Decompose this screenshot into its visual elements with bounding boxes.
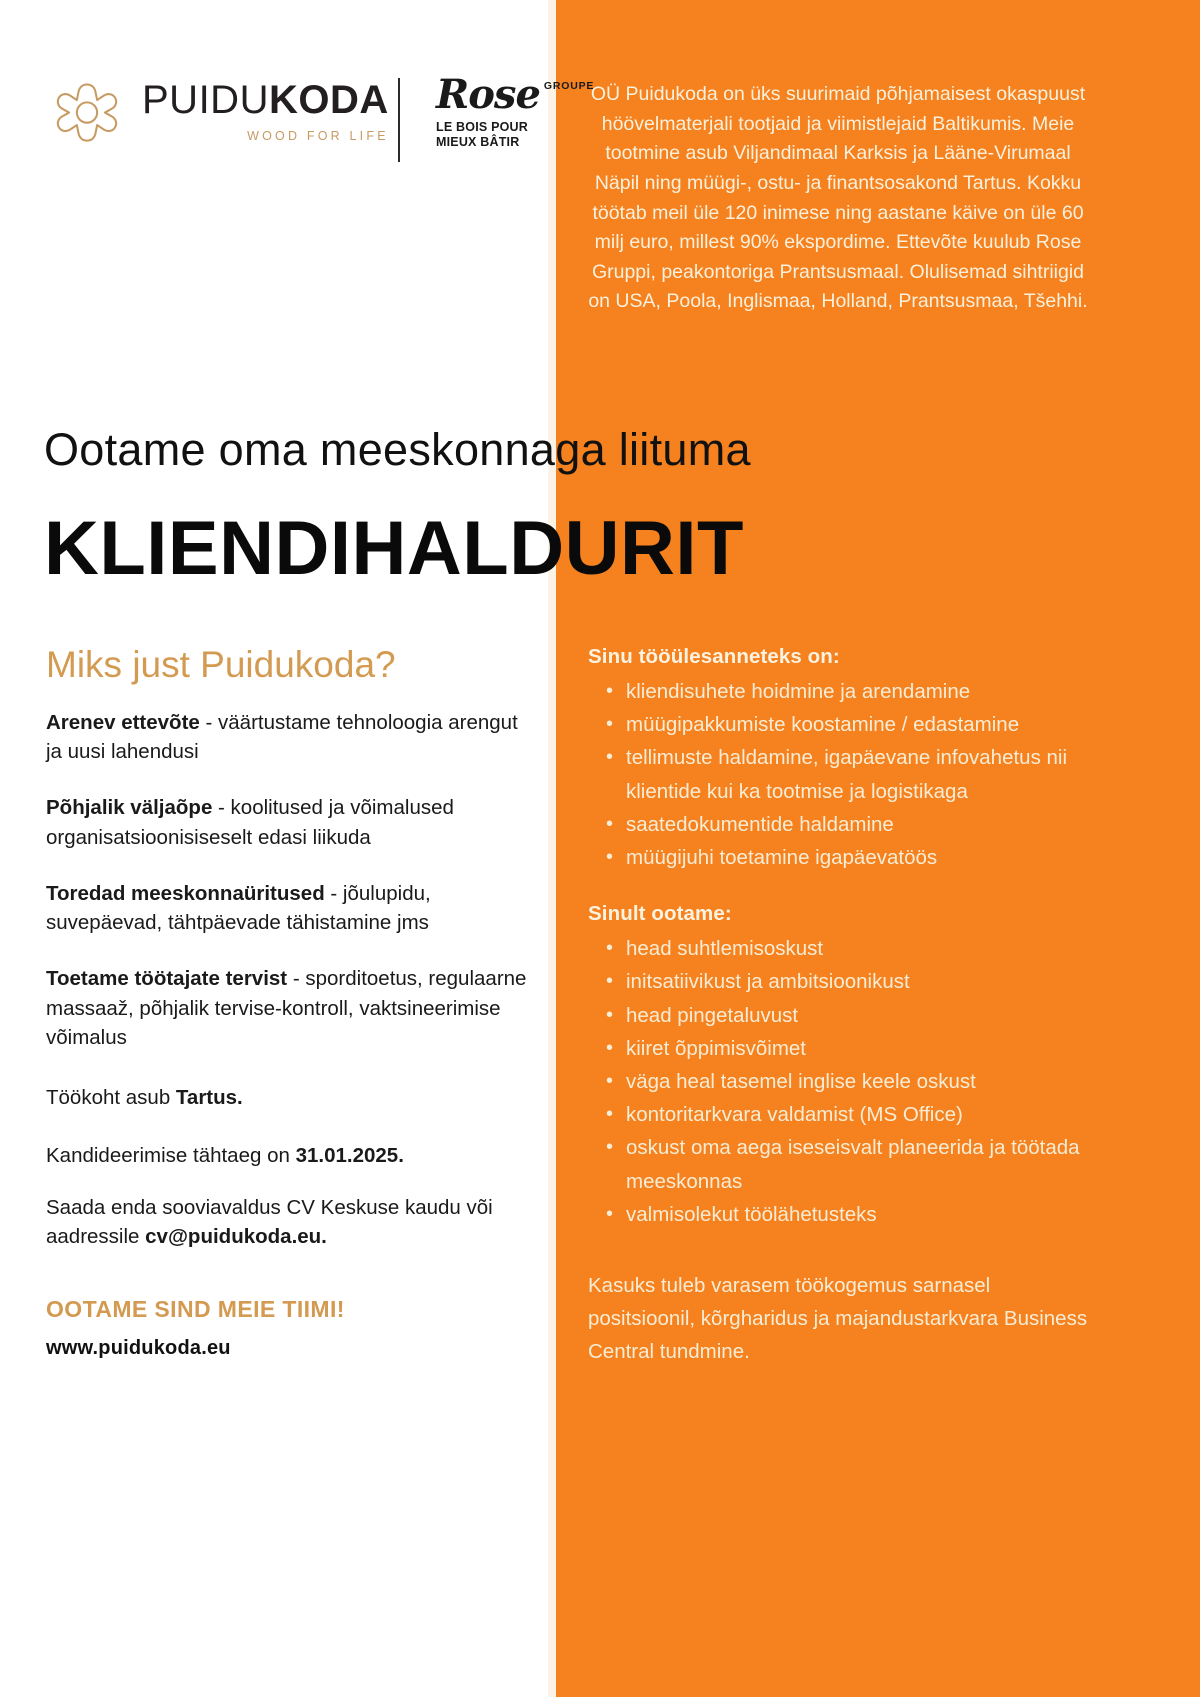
benefit-text: - sporditoetus, regulaarne massaaž, põhjalik tervise-kontroll, vaktsineerimise võimalus (46, 967, 527, 1050)
page-title: KLIENDIHALDURIT (44, 506, 744, 591)
list-item: • saatedokumentide haldamine (588, 808, 1088, 841)
list-item: • kontoritarkvara valdamist (MS Office) (588, 1098, 1088, 1131)
logo-wordmark (142, 78, 389, 122)
list-item: • kliendisuhete hoidmine ja arendamine (588, 675, 1088, 708)
benefit-text: - väärtustame tehnoloogia arengut ja uusi lahendusi (46, 710, 518, 764)
benefit-title: Toetame töötajate tervist (46, 967, 288, 990)
rose-groupe-label: GROUPE (543, 80, 595, 92)
apply-prefix: Saada enda sooviavaldus CV Keskuse kaudu või aadressile (46, 1195, 493, 1249)
deadline-date: 31.01.2025. (295, 1143, 404, 1167)
list-item: • head suhtlemisoskust (588, 932, 1088, 965)
list-item: • valmisolekut töölähetusteks (588, 1198, 1088, 1231)
rose-tagline-line1: LE BOIS POUR (436, 120, 528, 134)
logo-vertical-divider (398, 78, 400, 162)
left-column (46, 645, 538, 1360)
benefit-text: - jõulupidu, suvepäevad, tähtpäevade tähistamine jms (46, 881, 431, 935)
rose-script-wordmark: Rose (436, 71, 540, 118)
expectations-list (588, 932, 1088, 1231)
right-column (588, 645, 1088, 1369)
why-us-heading: Miks just Puidukoda? (46, 644, 396, 685)
list-item: • kiiret õppimisvõimet (588, 1032, 1088, 1065)
website-link[interactable]: www.puidukoda.eu (46, 1337, 231, 1360)
list-item: • müügipakkumiste koostamine / edastamine (588, 708, 1088, 741)
puidukoda-logo (48, 72, 389, 150)
closing-paragraph: Kasuks tuleb varasem töökogemus sarnasel positsioonil, kõrgharidus ja majandustarkvara Business Central tundmine. (588, 1274, 1088, 1364)
panel-divider (548, 0, 556, 1697)
list-item: • oskust oma aega iseseisvalt planeerida ja töötada meeskonnas (588, 1131, 1088, 1197)
rose-tagline-line2: MIEUX BÂTIR (436, 134, 520, 149)
benefit-item (46, 879, 538, 938)
logo-tagline: WOOD FOR LIFE (247, 128, 389, 143)
deadline-prefix: Kandideerimise tähtaeg on (46, 1143, 296, 1167)
location-prefix: Töökoht asub (46, 1086, 176, 1110)
logo-word-light: PUIDU (142, 77, 269, 122)
job-location (46, 1083, 538, 1113)
benefit-text: - koolitused ja võimalused organisatsioonisiseselt edasi liikuda (46, 796, 454, 849)
benefit-item (46, 964, 538, 1053)
benefit-title: Arenev ettevõte (46, 710, 200, 734)
rose-logo-top (436, 71, 595, 118)
list-item: • tellimuste haldamine, igapäevane infovahetus nii klientide kui ka tootmise ja logistikaga (588, 741, 1088, 807)
logo-word-bold: KODA (268, 77, 389, 122)
location-city: Tartus. (175, 1086, 243, 1110)
list-item: • initsatiivikust ja ambitsioonikust (588, 965, 1088, 998)
duties-list (588, 675, 1088, 874)
headline: Ootame oma meeskonnaga liituma (44, 424, 751, 475)
application-instructions (46, 1193, 538, 1252)
benefit-item (46, 793, 538, 852)
list-item: • head pingetaluvust (588, 999, 1088, 1032)
benefit-title: Toredad meeskonnaüritused (46, 881, 325, 905)
benefit-item (46, 708, 538, 767)
application-deadline (46, 1141, 538, 1171)
company-intro-paragraph: OÜ Puidukoda on üks suurimaid põhjamaisest okaspuust höövelmaterjali tootjaid ja viimistlejaid Baltikumis. Meie tootmine asub Viljandimaal Karksis ja Lääne-Virumaal Näpil ning müügi-, ostu- ja finantsosakond Tartus. Kokku töötab meil üle 120 inimese ning aastane käive on üle 60 milj euro, millest 90% ekspordime. Ettevõte kuulub Rose Gruppi, peakontoriga Prantsusmaal. Olulisemad sihtriigid on USA, Poola, Inglismaa, Holland, Prantsusmaa, Tšehhi. (588, 83, 1088, 313)
section-spacer (588, 874, 1088, 902)
logo-wordmark-group (142, 77, 389, 143)
cta-slogan: OOTAME SIND MEIE TIIMI! (46, 1296, 345, 1323)
expectations-heading: Sinult ootame: (588, 902, 732, 926)
list-item: • väga heal tasemel inglise keele oskust (588, 1065, 1088, 1098)
duties-heading: Sinu tööülesanneteks on: (588, 645, 840, 668)
saw-blade-icon (48, 72, 126, 150)
apply-email[interactable]: cv@puidukoda.eu. (145, 1225, 327, 1249)
groupe-rose-logo (436, 71, 595, 150)
list-item: • müügijuhi toetamine igapäevatöös (588, 841, 1088, 874)
benefit-title: Põhjalik väljaõpe (46, 796, 213, 820)
